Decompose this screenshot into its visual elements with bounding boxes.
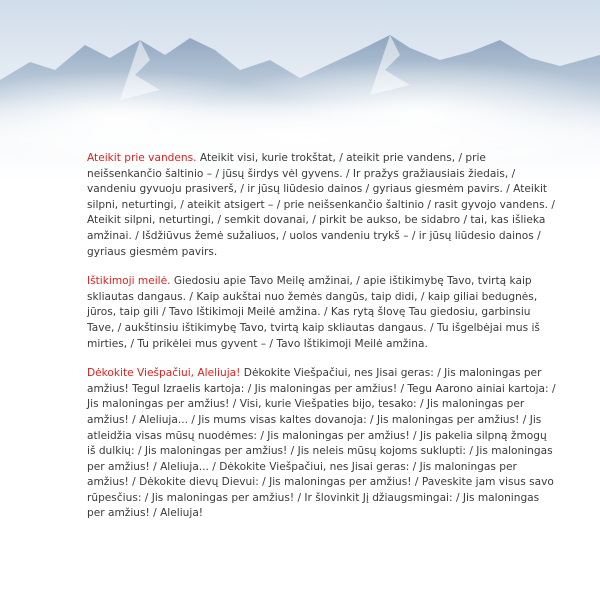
song-paragraph [87,151,557,260]
song-paragraph [87,366,557,522]
song-lyrics: Dėkokite Viešpačiui, nes Jisai geras: / Jis maloningas per amžius! Tegul Izraelis kartoja: / Jis maloningas per amžius! / Tegu Aarono ainiai kartoja: / Jis maloningas per amžius! / Visi, kurie Viešpaties bijo, tesako: / Jis maloningas per amžius! / Aleliuja... / Jis mums visas kaltes dovanoja: / Jis maloningas per amžius! / Jis atleidžia visas mūsų nuodėmes: / Jis maloningas per amžius! / Jis pakelia silpną žmogų iš dulkių: / Jis maloningas per amžius! / Jis neleis mūsų kojoms suklupti: / Jis maloningas per amžius! / Aleliuja... / Dėkokite Viešpačiui, nes Jisai geras: / Jis maloningas per amžius! / Dėkokite dievų Dievui: / Jis maloningas per amžius! / Paveskite jam visus savo rūpesčius: / Jis maloningas per amžius! / Ir šlovinkit Jį džiaugsmingai: / Jis maloningas per amžius! / Aleliuja! [87,367,556,520]
song-title: Dėkokite Viešpačiui, Aleliuja! [87,367,241,380]
song-paragraph [87,274,557,352]
song-lyrics: Giedosiu apie Tavo Meilę amžinai, / apie ištikimybę Tavo, tvirtą kaip skliautas dangaus. / Kaip aukštai nuo žemės dangūs, taip didi, / kaip giliai bedugnės, jūros, taip gili / Tavo Ištikimoji Meilė amžina. / Kas rytą šlovę Tau giedosiu, garbinsiu Tave, / aukštinsiu ištikimybę Tavo, tvirtą kaip skliautas dangaus. / Tu išgelbėjai mus iš mirties, / Tu prikėlei mus gyvent – / Tavo Ištikimoji Meilė amžina. [87,275,540,350]
song-lyrics: Ateikit visi, kurie trokštat, / ateikit prie vandens, / prie neišsenkančio šaltinio – / jūsų širdys vėl gyvens. / Ir pražys gražiausiais žiedais, / vandeniu gyvuoju prasiverš, / ir jūsų liūdesio dainos / gyriaus giesmėm pavirs. / Ateikit silpni, neturtingi, / ateikit atsigert – / prie neišsenkančio šaltinio / rasit gyvojo vandens. / Ateikit silpni, neturtingi, / semkit dovanai, / pirkit be aukso, be sidabro / tai, kas išlieka amžinai. / Išdžiūvus žemė sužaliuos, / uolos vandeniu trykš – / ir jūsų liūdesio dainos / gyriaus giesmėm pavirs. [87,152,555,258]
song-title: Ištikimoji meilė. [87,275,171,288]
lyrics-text-block [87,151,557,536]
song-title: Ateikit prie vandens. [87,152,197,164]
